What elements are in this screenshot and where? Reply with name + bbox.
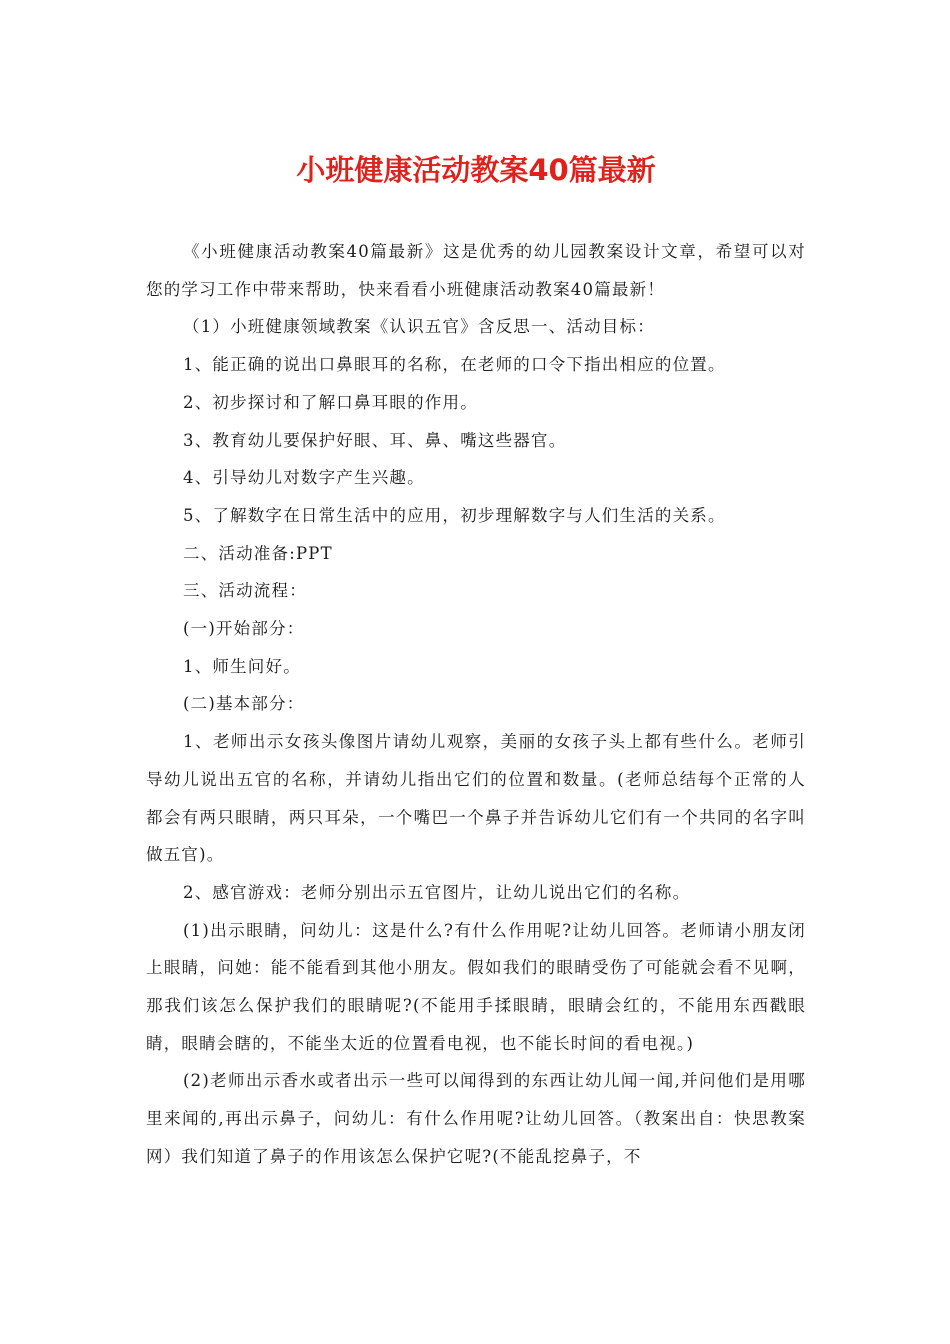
paragraph-goal-1: 1、能正确的说出口鼻眼耳的名称，在老师的口令下指出相应的位置。 — [183, 355, 726, 375]
paragraph-goal-3: 3、教育幼儿要保护好眼、耳、鼻、嘴这些器官。 — [183, 430, 567, 450]
paragraph-basic-part: (二)基本部分： — [183, 694, 305, 714]
paragraph-process-heading: 三、活动流程： — [183, 581, 307, 601]
paragraph-start-part: (一)开始部分： — [183, 619, 305, 639]
document-body — [146, 233, 806, 1176]
paragraph-step-1: 1、老师出示女孩头像图片请幼儿观察，美丽的女孩子头上都有些什么。老师引导幼儿说出五官的名称，并请幼儿指出它们的位置和数量。(老师总结每个正常的人都会有两只眼睛，两只耳朵，一个嘴巴一个鼻子并告诉幼儿它们有一个共同的名字叫做五官)。 — [146, 732, 806, 865]
paragraph-section-heading: （1）小班健康领域教案《认识五官》含反思一、活动目标： — [183, 317, 655, 337]
paragraph-goal-4: 4、引导幼儿对数字产生兴趣。 — [183, 468, 425, 488]
paragraph-greeting: 1、师生问好。 — [183, 656, 301, 676]
paragraph-step-2: 2、感官游戏：老师分别出示五官图片，让幼儿说出它们的名称。 — [183, 882, 691, 902]
paragraph-nose: (2)老师出示香水或者出示一些可以闻得到的东西让幼儿闻一闻,并问他们是用哪里来闻的,再出示鼻子，问幼儿：有什么作用呢?让幼儿回答。（教案出自：快思教案网）我们知道了鼻子的作用该怎么保护它呢?(不能乱挖鼻子，不 — [146, 1071, 806, 1166]
paragraph-intro: 《小班健康活动教案40篇最新》这是优秀的幼儿园教案设计文章，希望可以对您的学习工作中带来帮助，快来看看小班健康活动教案40篇最新！ — [146, 242, 806, 299]
paragraph-goal-5: 5、了解数字在日常生活中的应用，初步理解数字与人们生活的关系。 — [183, 505, 726, 525]
paragraph-goal-2: 2、初步探讨和了解口鼻耳眼的作用。 — [183, 392, 478, 412]
paragraph-eyes: (1)出示眼睛，问幼儿：这是什么?有什么作用呢?让幼儿回答。老师请小朋友闭上眼睛，问她：能不能看到其他小朋友。假如我们的眼睛受伤了可能就会看不见啊，那我们该怎么保护我们的眼睛呢?(不能用手揉眼睛，眼睛会红的，不能用东西戳眼睛，眼睛会瞎的，不能坐太近的位置看电视，也不能长时间的看电视。) — [146, 920, 806, 1053]
paragraph-preparation: 二、活动准备:PPT — [183, 543, 333, 563]
page-title: 小班健康活动教案40篇最新 — [296, 153, 656, 187]
